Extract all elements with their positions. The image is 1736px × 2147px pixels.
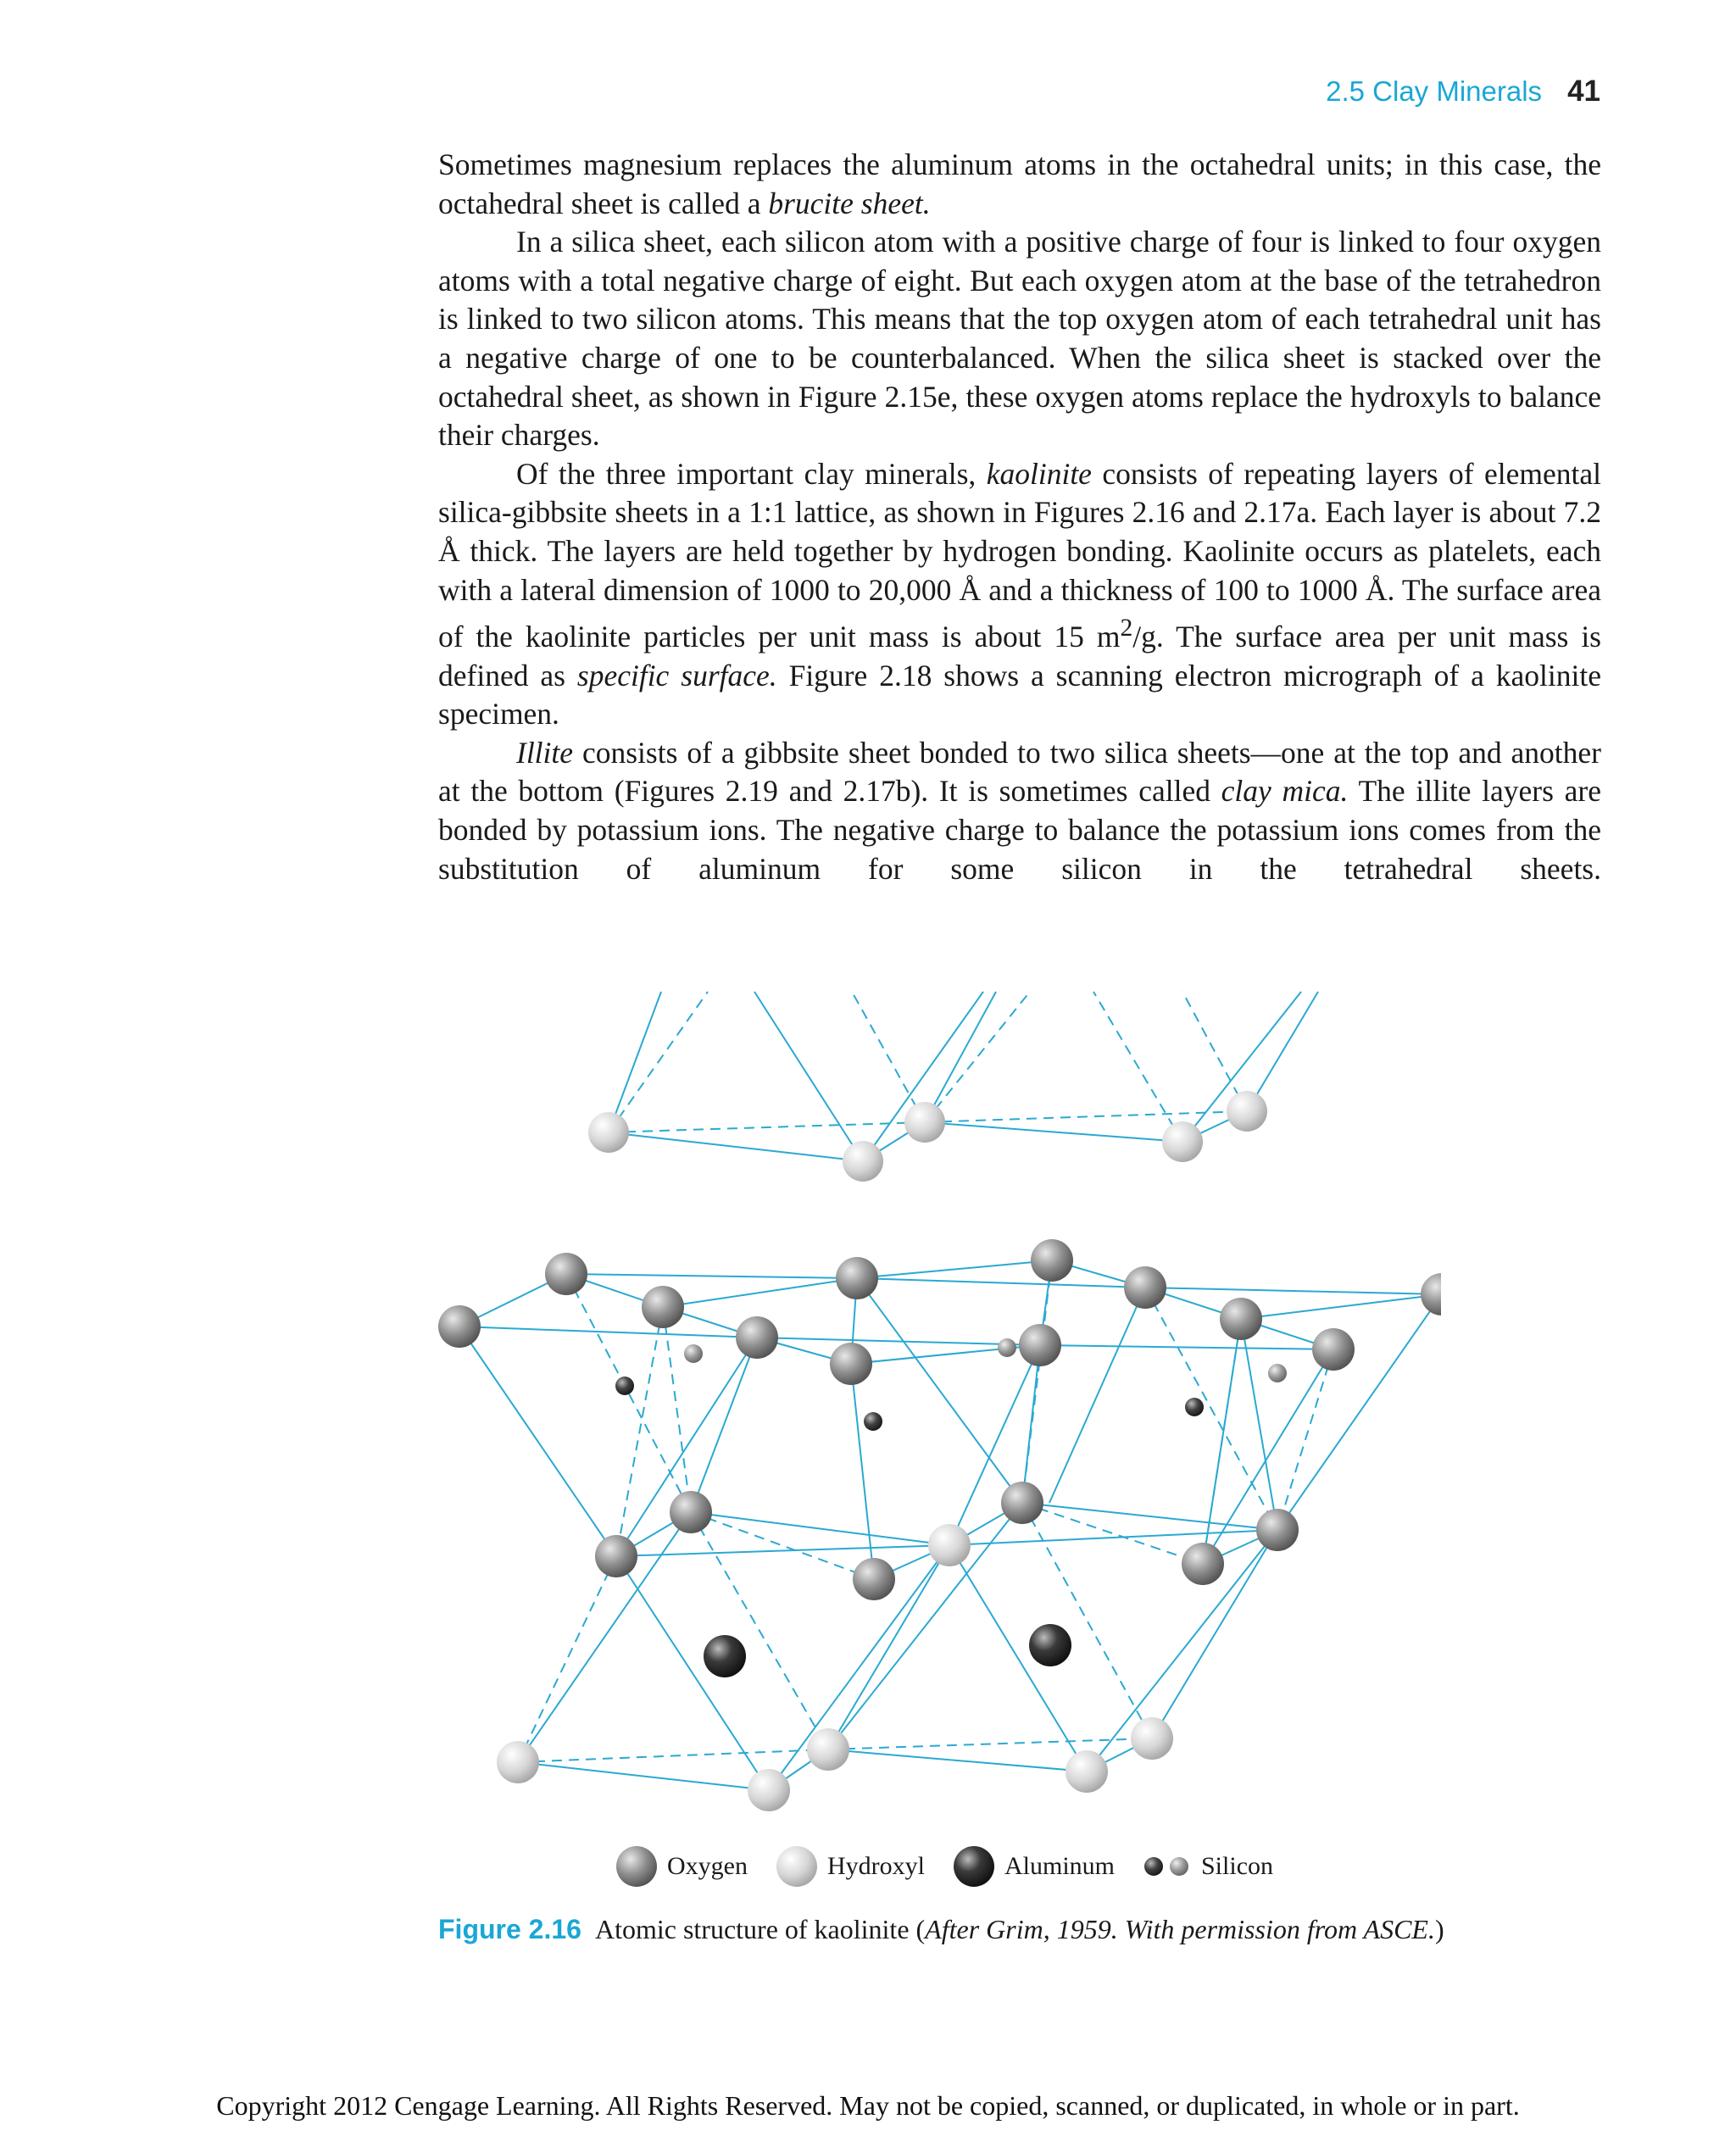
legend-label: Hydroxyl — [826, 1852, 925, 1880]
paragraph-4 — [438, 734, 1601, 888]
page-number: 41 — [1567, 75, 1600, 108]
silicon-atom — [998, 1338, 1016, 1357]
hydroxyl-swatch-icon — [775, 1844, 819, 1888]
figure-label: Figure 2.16 — [438, 1914, 581, 1944]
hydroxyl-atom — [807, 1728, 849, 1771]
section-title: 2.5 Clay Minerals — [1326, 75, 1543, 107]
oxygen-atom — [545, 1253, 587, 1295]
paragraph-text: consists of a gibbsite sheet bonded to two silica sheets—one at the top and another at the bottom (Figures 2.19 and 2.17b). It is sometimes called — [438, 735, 1601, 809]
aluminum-swatch-icon — [952, 1844, 996, 1888]
oxygen-atom — [1182, 1543, 1224, 1585]
paragraph-text: Of the three important clay minerals, — [516, 456, 987, 491]
paragraph-text: /g. The surface area per unit mass is defined as — [438, 619, 1601, 692]
term-clay-mica: clay mica. — [1221, 774, 1349, 809]
oxygen-atom — [1256, 1509, 1299, 1551]
hydroxyl-atom — [904, 1102, 945, 1143]
caption-source: After Grim, 1959. With permission from ASCE. — [925, 1914, 1435, 1944]
term-kaolinite: kaolinite — [986, 456, 1092, 491]
term-specific-surface: specific surface. — [576, 658, 777, 692]
oxygen-atom — [736, 1316, 778, 1359]
running-head — [1326, 75, 1600, 108]
bond-lines — [459, 992, 1441, 1790]
superscript: 2 — [1120, 615, 1133, 642]
caption-text: Atomic structure of kaolinite ( — [594, 1914, 926, 1944]
hydroxyl-atom — [1162, 1121, 1203, 1162]
hydroxyl-atom — [1131, 1717, 1173, 1760]
caption-close: ) — [1434, 1914, 1444, 1944]
aluminum-atom — [704, 1635, 746, 1677]
oxygen-atom — [853, 1558, 895, 1600]
legend-item-hydroxyl — [775, 1844, 925, 1888]
hydroxyl-atom — [1066, 1750, 1108, 1793]
paragraph-text: In a silica sheet, each silicon atom with a positive charge of four is linked to four oxygen atoms with a total negative charge of eight. But each oxygen atom at the base of the tetrahedron is linked to two silicon atoms. This means that the top oxygen atom of each tetrahedral unit has a negative charge of one to be counterbalanced. When the silica sheet is stacked over the octahedral sheet, as shown in Figure 2.15e, these oxygen atoms replace the hydroxyls to balance their charges. — [438, 225, 1601, 453]
oxygen-atom — [670, 1491, 712, 1533]
paragraph-3 — [438, 455, 1601, 734]
paragraph-2 — [438, 223, 1601, 455]
paragraph-1 — [438, 146, 1601, 223]
legend-label: Silicon — [1201, 1852, 1274, 1880]
hydroxyl-atom — [748, 1769, 790, 1811]
paragraph-text: Sometimes magnesium replaces the aluminum atoms in the octahedral units; in this case, the octahedral sheet is called a — [438, 147, 1601, 220]
paragraph-text: The illite layers are bonded by potassium ions. The negative charge to balance the potassium ions comes from the substitution of aluminum for some silicon in the tetrahedral sheets. — [438, 774, 1601, 886]
oxygen-atom — [438, 1305, 481, 1348]
silicon-atom — [615, 1377, 634, 1395]
oxygen-atom — [1220, 1298, 1262, 1340]
oxygen-atom — [830, 1343, 872, 1385]
silicon-atom — [1185, 1398, 1204, 1416]
term-brucite-sheet: brucite sheet. — [768, 186, 931, 220]
oxygen-atom — [1019, 1324, 1061, 1366]
silicon-atom — [864, 1412, 882, 1431]
aluminum-atom — [1029, 1624, 1071, 1666]
legend-item-oxygen — [615, 1844, 748, 1888]
figure-caption — [438, 1914, 1444, 1945]
oxygen-atom — [642, 1286, 684, 1328]
silicon-swatch-icon — [1142, 1844, 1193, 1888]
body-text — [438, 146, 1601, 888]
atoms — [438, 1091, 1441, 1811]
silicon-atom — [1268, 1364, 1287, 1382]
oxygen-atom — [595, 1535, 637, 1577]
paragraph-text: consists of repeating layers of elemental silica-gibbsite sheets in a 1:1 lattice, as shown in Figures 2.16 and 2.17a. Each layer is about 7.2 Å thick. The layers are held together by hydrogen bonding. Kaolinite occurs as platelets, each with a lateral dimension of 1000 to 20,000 Å and a thickness of 100 to 1000 Å. The surface area of the kaolinite particles per unit mass is about 15 m — [438, 456, 1601, 654]
oxygen-atom — [1124, 1266, 1166, 1309]
kaolinite-structure-diagram — [424, 983, 1441, 1831]
legend-label: Aluminum — [1004, 1852, 1115, 1880]
legend-item-aluminum — [952, 1844, 1115, 1888]
hydroxyl-atom — [1227, 1091, 1267, 1132]
hydroxyl-atom — [843, 1141, 883, 1182]
copyright-notice: Copyright 2012 Cengage Learning. All Rights Reserved. May not be copied, scanned, or duplicated, in whole or in part. — [216, 2090, 1520, 2121]
oxygen-atom — [1421, 1273, 1441, 1315]
oxygen-atom — [1312, 1328, 1355, 1371]
legend-item-silicon — [1142, 1844, 1273, 1888]
oxygen-atom — [836, 1257, 878, 1299]
hydroxyl-atom — [497, 1741, 539, 1783]
oxygen-atom — [1031, 1239, 1073, 1282]
legend-label: Oxygen — [667, 1852, 748, 1880]
oxygen-swatch-icon — [615, 1844, 659, 1888]
term-illite: Illite — [516, 735, 574, 770]
paragraph-text: Figure 2.18 shows a scanning electron micrograph of a kaolinite specimen. — [438, 658, 1601, 731]
hydroxyl-atom — [928, 1524, 971, 1566]
silicon-atom — [684, 1344, 703, 1363]
hydroxyl-atom — [588, 1112, 629, 1153]
figure-legend — [615, 1841, 1300, 1892]
oxygen-atom — [1001, 1482, 1043, 1524]
